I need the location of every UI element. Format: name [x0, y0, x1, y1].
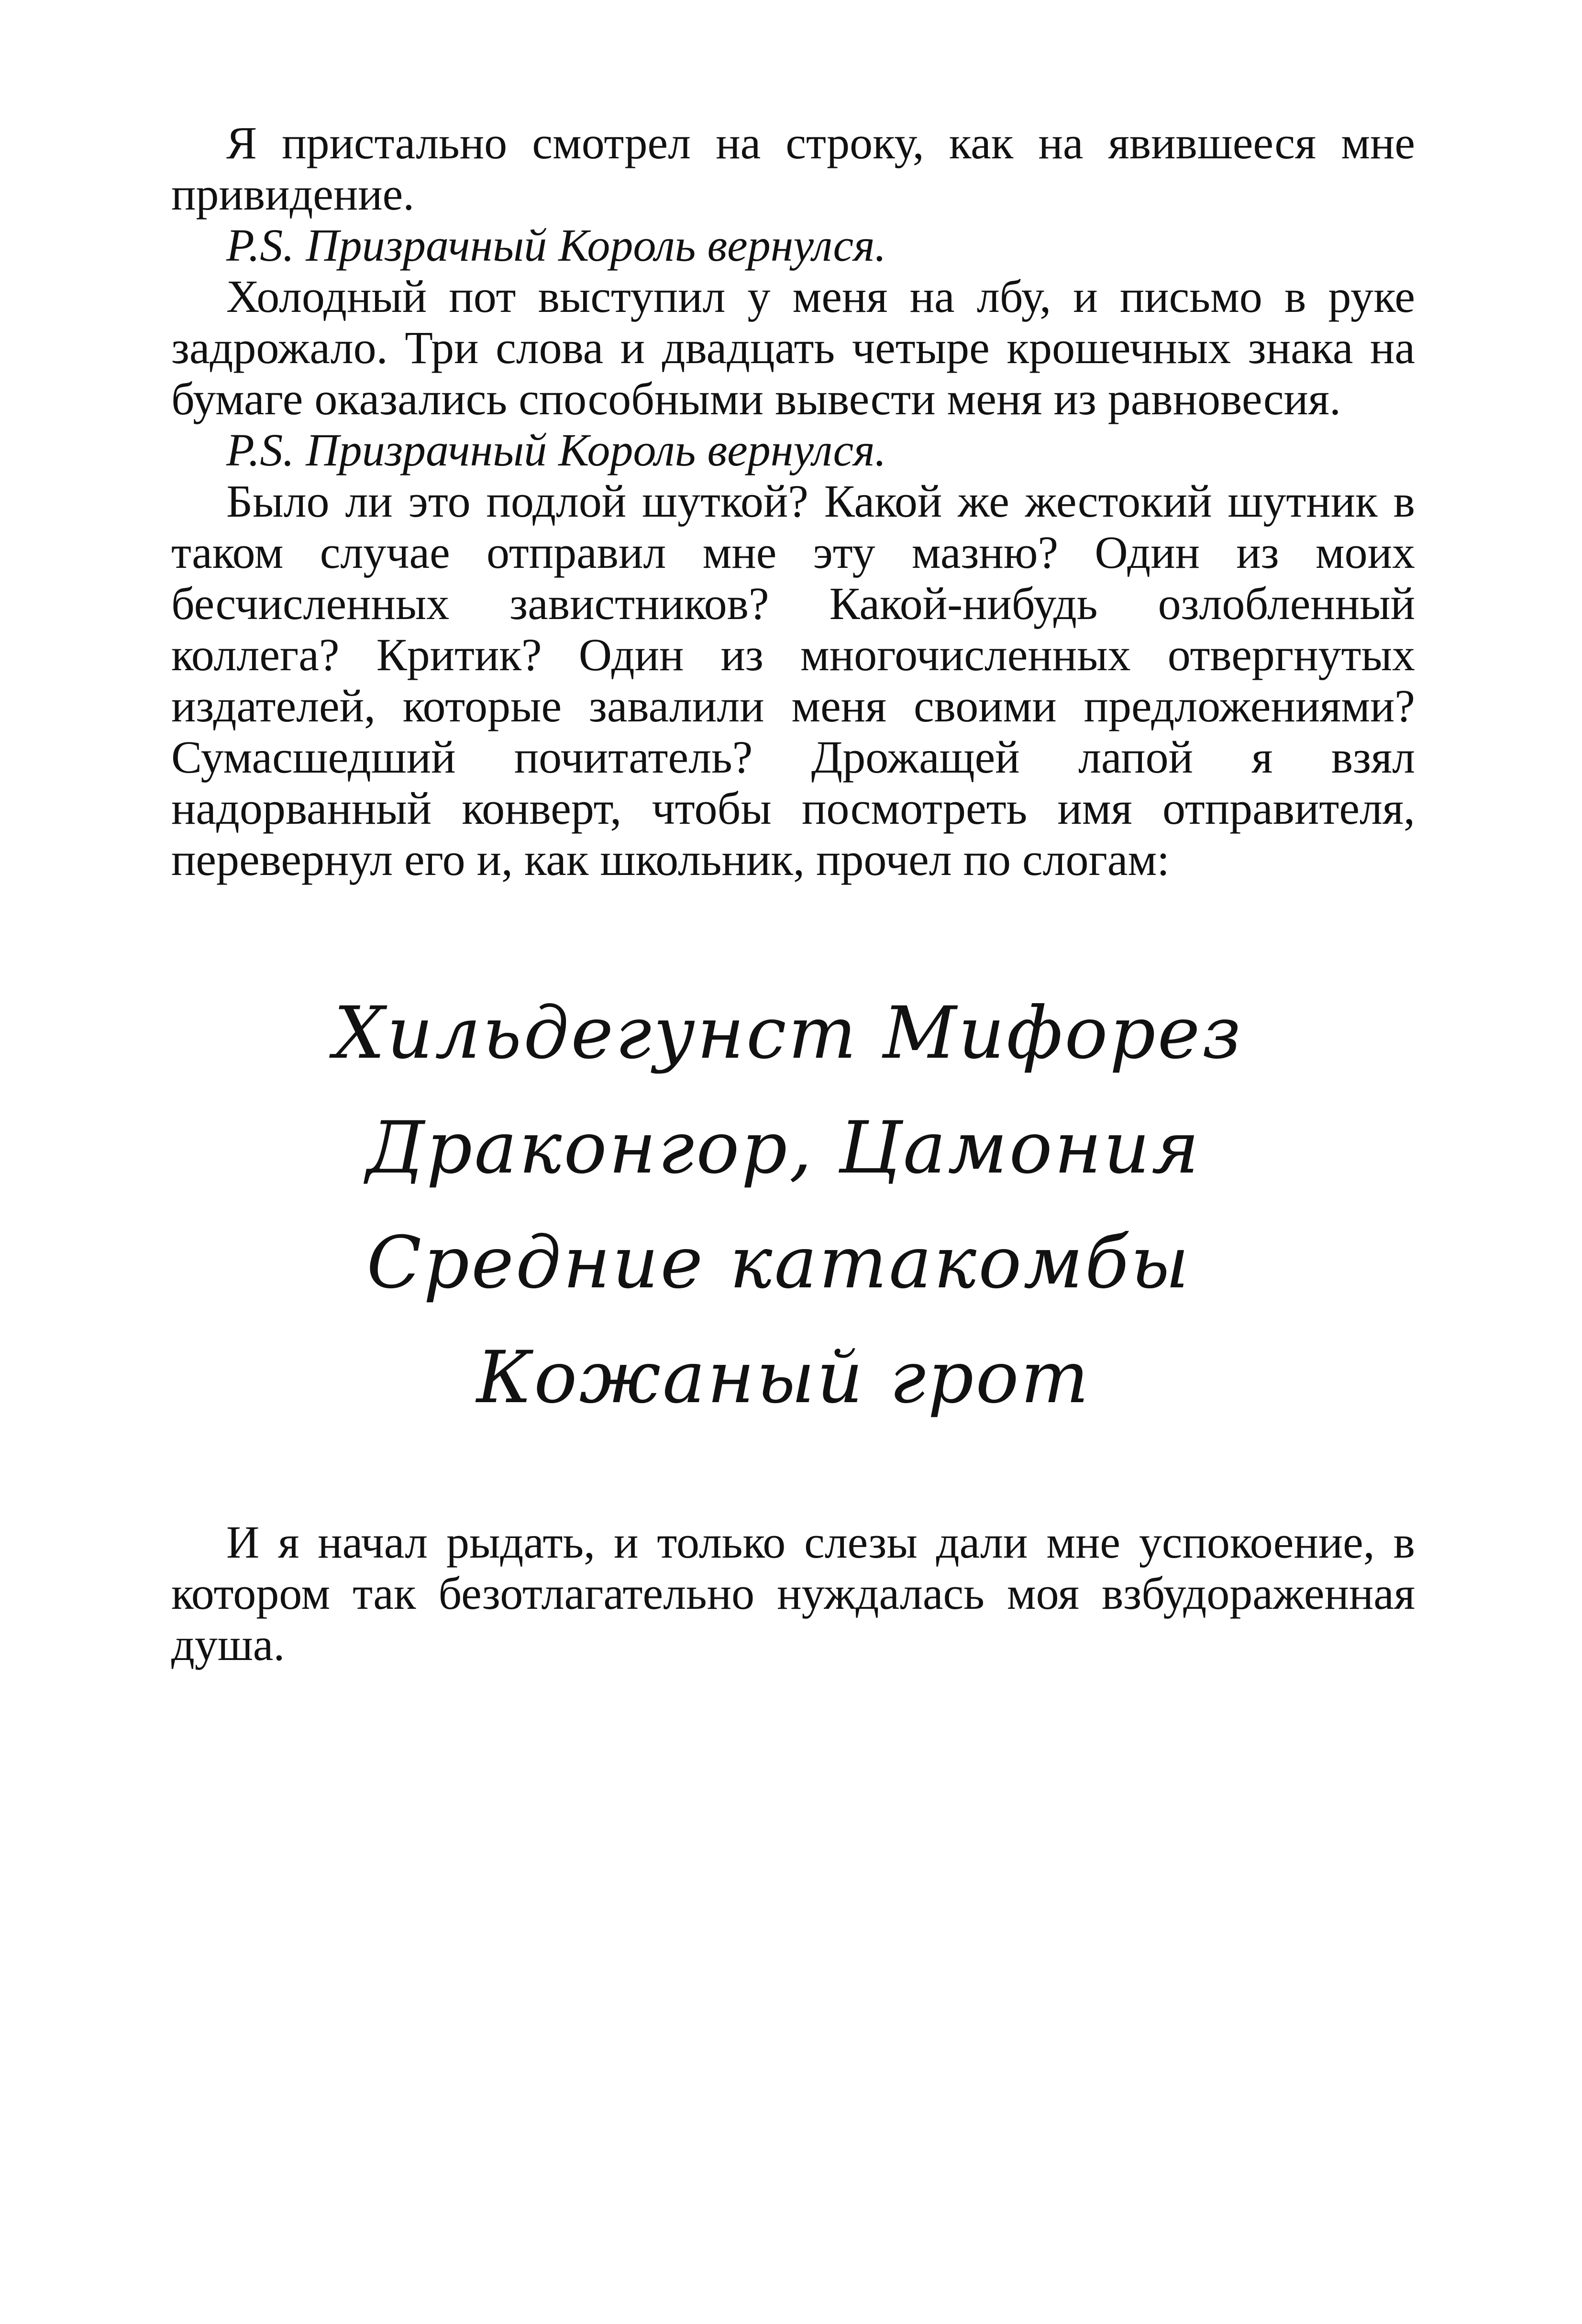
- paragraph-1: Я пристально смотрел на строку, как на явившееся мне привидение.: [171, 117, 1415, 220]
- address-line-name: Хильдегунст Мифорез: [333, 992, 1243, 1075]
- sender-address: [171, 976, 1415, 1435]
- postscript-2: P.S. Призрачный Король вернулся.: [226, 424, 886, 476]
- text-block-top: [171, 117, 1415, 885]
- address-line-grotto: Кожаный грот: [476, 1336, 1091, 1419]
- address-line-district: Средние катакомбы: [366, 1221, 1191, 1305]
- closing-paragraph: И я начал рыдать, и только слезы дали мне успокоение, в котором так безотлагательно нуждалась моя взбудораженная душа.: [171, 1516, 1415, 1670]
- address-line-city: Драконгор, Цамония: [366, 1107, 1201, 1190]
- paragraph-3: Было ли это подлой шуткой? Какой же жестокий шутник в таком случае отправил мне эту мазню? Один из моих бесчисленных завистников? Какой-нибудь озлобленный коллега? Критик? Один из многочисленных отвергнутых издателей, которые завалили меня своими предложениями? Сумасшедший почитатель? Дрожащей лапой я взял надорванный конверт, чтобы посмотреть имя отправителя, перевернул его и, как школьник, прочел по слогам:: [171, 476, 1415, 885]
- text-block-bottom: [171, 1516, 1415, 1670]
- paragraph-2: Холодный пот выступил у меня на лбу, и письмо в руке задрожало. Три слова и двадцать четыре крошечных знака на бумаге оказались способными вывести меня из равновесия.: [171, 271, 1415, 424]
- postscript-1: P.S. Призрачный Король вернулся.: [226, 220, 886, 271]
